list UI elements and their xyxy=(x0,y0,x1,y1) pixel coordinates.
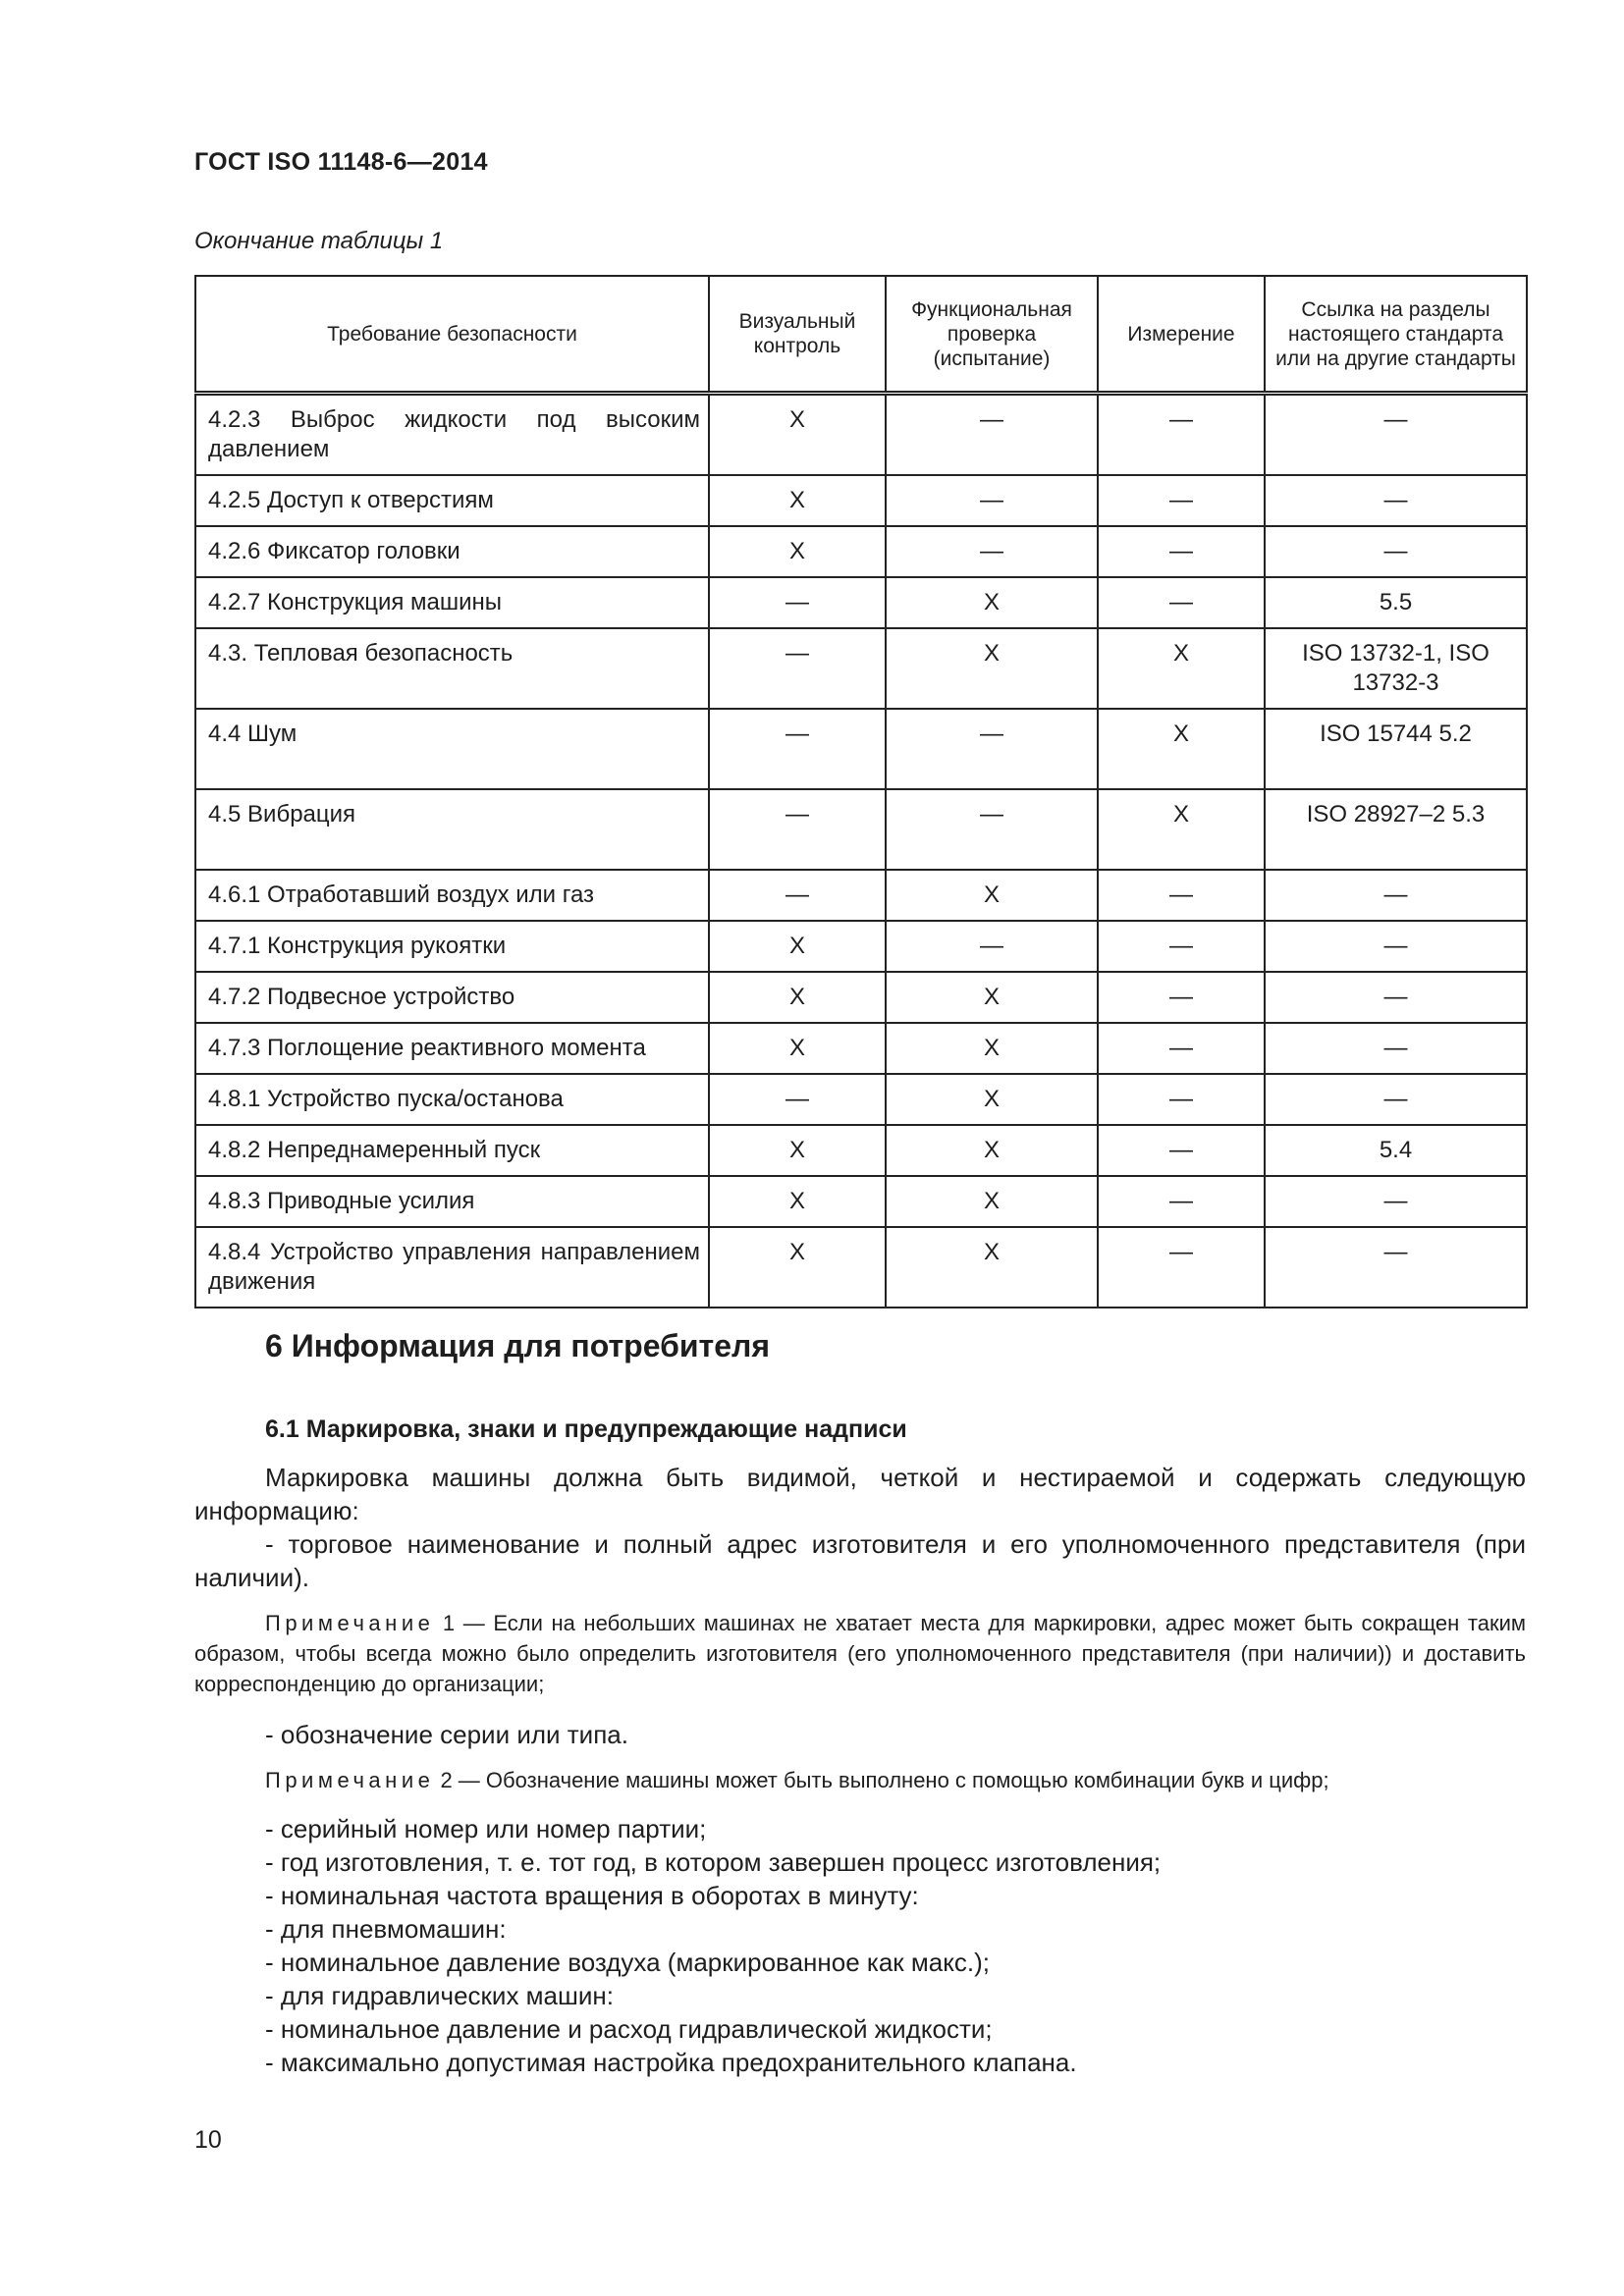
visual-cell: X xyxy=(709,1125,886,1176)
visual-cell: X xyxy=(709,1176,886,1227)
list-item: - номинальная частота вращения в оборотах в минуту: xyxy=(265,1879,1161,1912)
measurement-cell: — xyxy=(1098,1125,1265,1176)
requirement-cell: 4.8.4 Устройство управления направлением движения xyxy=(195,1227,709,1308)
requirement-cell: 4.2.6 Фиксатор головки xyxy=(195,526,709,577)
table-header-row xyxy=(195,276,1527,394)
table-row xyxy=(195,789,1527,870)
list-item: - серийный номер или номер партии; xyxy=(265,1812,1161,1845)
measurement-cell: — xyxy=(1098,1023,1265,1074)
reference-cell: — xyxy=(1265,921,1527,972)
functional-cell: — xyxy=(886,394,1098,476)
table-row xyxy=(195,628,1527,709)
note-1 xyxy=(194,1608,1526,1699)
marking-info-list xyxy=(265,1812,1161,2079)
measurement-cell: — xyxy=(1098,921,1265,972)
functional-cell: X xyxy=(886,870,1098,921)
requirement-cell: 4.3. Тепловая безопасность xyxy=(195,628,709,709)
reference-cell: — xyxy=(1265,475,1527,526)
visual-cell: X xyxy=(709,972,886,1023)
measurement-cell: — xyxy=(1098,870,1265,921)
reference-cell: ISO 15744 5.2 xyxy=(1265,709,1527,789)
reference-cell: — xyxy=(1265,1227,1527,1308)
table-row xyxy=(195,577,1527,628)
requirement-cell: 4.8.1 Устройство пуска/останова xyxy=(195,1074,709,1125)
measurement-cell: X xyxy=(1098,709,1265,789)
measurement-cell: — xyxy=(1098,972,1265,1023)
reference-cell: 5.5 xyxy=(1265,577,1527,628)
requirement-cell: 4.7.1 Конструкция рукоятки xyxy=(195,921,709,972)
reference-cell: — xyxy=(1265,870,1527,921)
requirement-cell: 4.6.1 Отработавший воздух или газ xyxy=(195,870,709,921)
functional-cell: — xyxy=(886,526,1098,577)
functional-cell: X xyxy=(886,1227,1098,1308)
measurement-cell: — xyxy=(1098,526,1265,577)
reference-cell: ISO 13732-1, ISO 13732-3 xyxy=(1265,628,1527,709)
table-caption: Окончание таблицы 1 xyxy=(194,228,444,254)
requirement-cell: 4.2.3 Выброс жидкости под высоким давлением xyxy=(195,394,709,476)
requirements-table xyxy=(194,275,1528,1308)
table-row xyxy=(195,1227,1527,1308)
column-header-functional: Функциональная проверка (испытание) xyxy=(886,276,1098,394)
list-item: - номинальное давление воздуха (маркированное как макс.); xyxy=(265,1946,1161,1979)
visual-cell: X xyxy=(709,921,886,972)
page-number: 10 xyxy=(194,2126,222,2154)
reference-cell: — xyxy=(1265,1023,1527,1074)
table-row xyxy=(195,1074,1527,1125)
visual-cell: — xyxy=(709,789,886,870)
functional-cell: X xyxy=(886,1176,1098,1227)
measurement-cell: X xyxy=(1098,789,1265,870)
visual-cell: — xyxy=(709,870,886,921)
measurement-cell: — xyxy=(1098,1227,1265,1308)
document-header: ГОСТ ISO 11148-6—2014 xyxy=(194,148,488,176)
requirement-cell: 4.7.2 Подвесное устройство xyxy=(195,972,709,1023)
reference-cell: — xyxy=(1265,394,1527,476)
reference-cell: 5.4 xyxy=(1265,1125,1527,1176)
table-row xyxy=(195,972,1527,1023)
table-row xyxy=(195,394,1527,476)
visual-cell: — xyxy=(709,577,886,628)
list-item: - год изготовления, т. е. тот год, в котором завершен процесс изготовления; xyxy=(265,1845,1161,1879)
requirement-cell: 4.2.7 Конструкция машины xyxy=(195,577,709,628)
functional-cell: X xyxy=(886,577,1098,628)
note-2-text: 2 — Обозначение машины может быть выполнено с помощью комбинации букв и цифр; xyxy=(434,1768,1329,1792)
requirement-cell: 4.7.3 Поглощение реактивного момента xyxy=(195,1023,709,1074)
note-2 xyxy=(194,1765,1526,1795)
visual-cell: — xyxy=(709,709,886,789)
visual-cell: — xyxy=(709,1074,886,1125)
functional-cell: — xyxy=(886,475,1098,526)
requirement-cell: 4.5 Вибрация xyxy=(195,789,709,870)
requirement-cell: 4.4 Шум xyxy=(195,709,709,789)
measurement-cell: — xyxy=(1098,577,1265,628)
visual-cell: X xyxy=(709,1023,886,1074)
section-6-heading: 6 Информация для потребителя xyxy=(265,1328,770,1363)
column-header-reference: Ссылка на разделы настоящего стандарта или на другие стандарты xyxy=(1265,276,1527,394)
functional-cell: X xyxy=(886,628,1098,709)
table-row xyxy=(195,1176,1527,1227)
reference-cell: ISO 28927–2 5.3 xyxy=(1265,789,1527,870)
measurement-cell: X xyxy=(1098,628,1265,709)
requirement-cell: 4.2.5 Доступ к отверстиям xyxy=(195,475,709,526)
table-row xyxy=(195,1023,1527,1074)
table-row xyxy=(195,870,1527,921)
visual-cell: X xyxy=(709,526,886,577)
column-header-requirement: Требование безопасности xyxy=(195,276,709,394)
reference-cell: — xyxy=(1265,972,1527,1023)
reference-cell: — xyxy=(1265,1074,1527,1125)
functional-cell: X xyxy=(886,1074,1098,1125)
visual-cell: X xyxy=(709,1227,886,1308)
list-item: - максимально допустимая настройка предохранительного клапана. xyxy=(265,2046,1161,2079)
functional-cell: X xyxy=(886,1125,1098,1176)
note-1-label: Примечание xyxy=(265,1611,435,1635)
note-1-text: 1 — Если на небольших машинах не хватает места для маркировки, адрес может быть сокращен таким образом, чтобы всегда можно было определить изготовителя (его уполномоченного представителя (при наличии)) и доставить корреспонденцию до организации; xyxy=(194,1611,1526,1696)
column-header-visual: Визуальный контроль xyxy=(709,276,886,394)
functional-cell: X xyxy=(886,972,1098,1023)
note-2-label: Примечание xyxy=(265,1768,435,1792)
functional-cell: X xyxy=(886,1023,1098,1074)
series-type-item: - обозначение серии или типа. xyxy=(265,1720,628,1749)
reference-cell: — xyxy=(1265,1176,1527,1227)
functional-cell: — xyxy=(886,789,1098,870)
list-item: - для пневмомашин: xyxy=(265,1912,1161,1946)
trade-name-item: - торговое наименование и полный адрес изготовителя и его уполномоченного представителя (при наличии). xyxy=(194,1529,1526,1592)
table-row xyxy=(195,1125,1527,1176)
functional-cell: — xyxy=(886,921,1098,972)
measurement-cell: — xyxy=(1098,475,1265,526)
table-row xyxy=(195,475,1527,526)
reference-cell: — xyxy=(1265,526,1527,577)
list-item: - для гидравлических машин: xyxy=(265,1979,1161,2012)
requirement-cell: 4.8.2 Непреднамеренный пуск xyxy=(195,1125,709,1176)
visual-cell: — xyxy=(709,628,886,709)
table-row xyxy=(195,709,1527,789)
requirement-cell: 4.8.3 Приводные усилия xyxy=(195,1176,709,1227)
column-header-measurement: Измерение xyxy=(1098,276,1265,394)
table-row xyxy=(195,921,1527,972)
list-item: - номинальное давление и расход гидравлической жидкости; xyxy=(265,2012,1161,2046)
measurement-cell: — xyxy=(1098,394,1265,476)
marking-paragraph: Маркировка машины должна быть видимой, четкой и нестираемой и содержать следующую информацию: xyxy=(194,1463,1526,1525)
measurement-cell: — xyxy=(1098,1176,1265,1227)
visual-cell: X xyxy=(709,394,886,476)
functional-cell: — xyxy=(886,709,1098,789)
visual-cell: X xyxy=(709,475,886,526)
section-6-1-heading: 6.1 Маркировка, знаки и предупреждающие надписи xyxy=(265,1415,907,1443)
measurement-cell: — xyxy=(1098,1074,1265,1125)
table-row xyxy=(195,526,1527,577)
